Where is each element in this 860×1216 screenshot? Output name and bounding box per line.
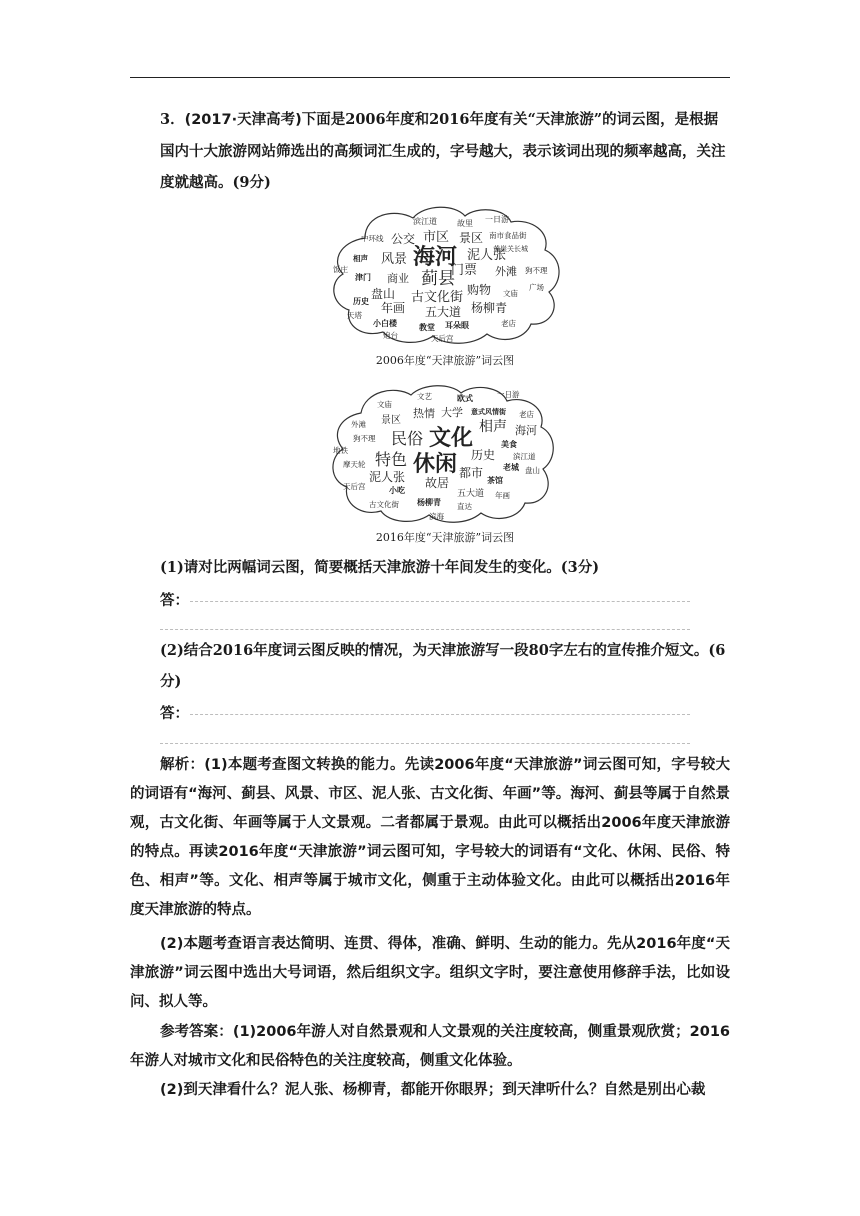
cloud-2006-word: 杨柳青 [471, 301, 508, 315]
cloud-2016-word: 狗不理 [353, 434, 376, 443]
cloud-2016-word: 美食 [501, 440, 517, 449]
question-source-close: ) [295, 112, 302, 128]
cloud-2016-word: 老店 [519, 410, 534, 419]
cloud-2006-word: 小白楼 [373, 319, 397, 328]
cloud-2016-word: 意式风情街 [471, 408, 506, 416]
cloud-2006-word: 津门 [355, 273, 371, 282]
cloud-2016-word: 天后宫 [343, 482, 366, 491]
cloud-2006-caption: 2006年度“天津旅游”词云图 [375, 354, 515, 367]
cloud-2006-word: 相声 [353, 254, 368, 263]
cloud-2016-word: 五大道 [457, 489, 485, 499]
answer-area-2[interactable] [160, 702, 690, 722]
cloud-2006-word: 购物 [467, 283, 492, 297]
word-cloud-2016 [325, 383, 557, 525]
cloud-2016-word: 故居 [425, 476, 450, 490]
cloud-2016-word: 盘山 [525, 466, 540, 475]
cloud-2006-word: 南市食品街 [489, 231, 527, 240]
subquestion-2: (2)结合2016年度词云图反映的情况，为天津旅游写一段80字左右的宣传推介短文。(6分) [160, 642, 726, 690]
cloud-2006-word: 蓟县 [421, 269, 455, 289]
cloud-2006-word: 海河 [413, 245, 458, 270]
cloud-2006-word: 滨江道 [413, 217, 437, 226]
cloud-2006-word: 历史 [353, 297, 369, 306]
answer-paragraph-2: (2)到天津看什么？泥人张、杨柳青，都能开你眼界；到天津听什么？自然是别出心裁 [160, 1082, 706, 1098]
analysis-paragraph-2: (2)本题考查语言表达简明、连贯、得体，准确、鲜明、生动的能力。先从2016年度“天津旅游”词云图中选出大号词语，然后组织文字。组织文字时，要注意使用修辞手法，比如设问、拟人等。 [130, 936, 730, 1010]
cloud-2006-word: 一日游 [485, 215, 509, 224]
cloud-2006-word: 炮台 [383, 331, 398, 340]
cloud-2016-word: 年画 [495, 491, 510, 500]
cloud-2016-word: 一日游 [497, 390, 520, 399]
cloud-2016-word: 文艺 [417, 392, 432, 401]
cloud-2006-word: 天后宫 [431, 334, 454, 343]
answer-line-1b [160, 629, 690, 630]
cloud-2016-word: 特色 [375, 450, 408, 469]
cloud-2016-word: 泥人张 [369, 470, 406, 484]
subquestion-1: (1)请对比两幅词云图，简要概括天津旅游十年间发生的变化。(3分) [160, 559, 600, 576]
cloud-2016-word: 古文化街 [369, 500, 399, 509]
cloud-2016-word: 热情 [413, 407, 435, 420]
cloud-2016-word: 小吃 [389, 486, 405, 495]
cloud-2006-word: 门票 [451, 263, 478, 278]
cloud-2016-caption: 2016年度“天津旅游”词云图 [375, 531, 515, 544]
cloud-2016-word: 外滩 [351, 420, 366, 429]
cloud-2016-word: 大学 [441, 406, 463, 419]
answer-line-2b [160, 743, 690, 744]
cloud-2006-word: 盘山 [371, 287, 396, 301]
cloud-2006-word: 黄崖关长城 [493, 245, 528, 253]
cloud-2006-word: 泥人张 [467, 248, 507, 263]
reference-answer-label: 参考答案： [160, 1024, 233, 1040]
cloud-2016-word: 老城 [503, 463, 519, 472]
answer-label-1: 答： [160, 592, 189, 609]
cloud-2016-word: 直达 [457, 502, 472, 511]
reference-answer-text-1: (1)2006年游人对自然景观和人文景观的关注度较高，侧重景观欣赏；2016年游人对城市文化和民俗特色的关注度较高，侧重文化体验。 [130, 1024, 731, 1069]
word-cloud-2006 [325, 204, 565, 346]
cloud-2016-word: 都市 [459, 466, 484, 480]
cloud-2006-word: 五大道 [425, 305, 462, 319]
question-number: 3． [160, 111, 185, 128]
cloud-2016-word: 历史 [471, 448, 496, 462]
cloud-2016-word: 文庙 [377, 400, 392, 409]
answer-line-1a [190, 601, 690, 602]
answer-line-2a [190, 714, 690, 715]
cloud-2006-word: 故里 [457, 219, 473, 228]
cloud-2006-word: 风景 [381, 252, 408, 267]
cloud-2006-word: 教堂 [419, 323, 435, 332]
cloud-2016-word: 滨江道 [513, 452, 536, 461]
cloud-2006-word: 文庙 [503, 289, 518, 298]
question-stem [160, 104, 732, 198]
question-source: 天津高考 [237, 112, 296, 128]
question-text: 下面是2006年度和2016年度有关“天津旅游”的词云图，是根据国内十大旅游网站筛选出的高频词汇生成的，字号越大，表示该词出现的频率越高，关注度就越高。(9分) [160, 111, 726, 191]
cloud-2016-word: 相声 [479, 419, 507, 435]
cloud-2016-word: 地铁 [333, 446, 348, 455]
question-source-open: (2017· [184, 112, 238, 128]
cloud-2006-word: 公交 [391, 232, 416, 246]
cloud-2006-word: 老店 [501, 319, 516, 328]
cloud-2006-word: 年画 [381, 301, 406, 315]
cloud-2016-word: 休闲 [413, 452, 458, 477]
analysis-label: 解析： [160, 757, 205, 773]
analysis-paragraph-1 [130, 751, 730, 925]
cloud-2006-word: 中环线 [361, 234, 384, 243]
cloud-2006-word: 古文化街 [411, 290, 464, 305]
cloud-2016-word: 欧式 [457, 394, 473, 403]
cloud-2016-word: 茶馆 [487, 476, 503, 485]
cloud-2006-word: 外滩 [495, 265, 517, 278]
cloud-2006-word: 商业 [387, 272, 409, 285]
answer-paragraph-1 [130, 1018, 730, 1076]
answer-label-2: 答： [160, 705, 189, 722]
answer-area-1[interactable] [160, 589, 690, 609]
cloud-2016-word: 海河 [515, 424, 537, 437]
cloud-2016-word: 景区 [381, 415, 401, 426]
cloud-2006-word: 广场 [529, 283, 544, 292]
cloud-2016-word: 摩天轮 [343, 460, 366, 469]
cloud-2016-word: 文化 [429, 426, 474, 451]
cloud-2006-word: 狗不理 [525, 266, 548, 275]
cloud-2006-word: 饭庄 [333, 265, 348, 274]
cloud-2016-word: 民俗 [391, 429, 424, 448]
cloud-2006-word: 景区 [459, 231, 484, 245]
header-rule [130, 77, 730, 78]
cloud-2006-word: 耳朵眼 [445, 321, 469, 330]
cloud-2016-word: 滨海 [429, 512, 444, 521]
cloud-2016-word: 杨柳青 [417, 498, 441, 507]
analysis-text-1: (1)本题考查图文转换的能力。先读2006年度“天津旅游”词云图可知，字号较大的词语有“海河、蓟县、风景、市区、泥人张、古文化街、年画”等。海河、蓟县等属于自然景观，古文化街、年画等属于人文景观。二者都属于景观。由此可以概括出2006年度天津旅游的特点。再读2016年度“天津旅游”词云图可知，字号较大的词语有“文化、休闲、民俗、特色、相声”等。文化、相声等属于城市文化，侧重于主动体验文化。由此可以概括出2016年度天津旅游的特点。 [130, 757, 730, 918]
cloud-2006-word: 天塔 [347, 311, 362, 320]
cloud-2006-word: 市区 [423, 230, 450, 245]
